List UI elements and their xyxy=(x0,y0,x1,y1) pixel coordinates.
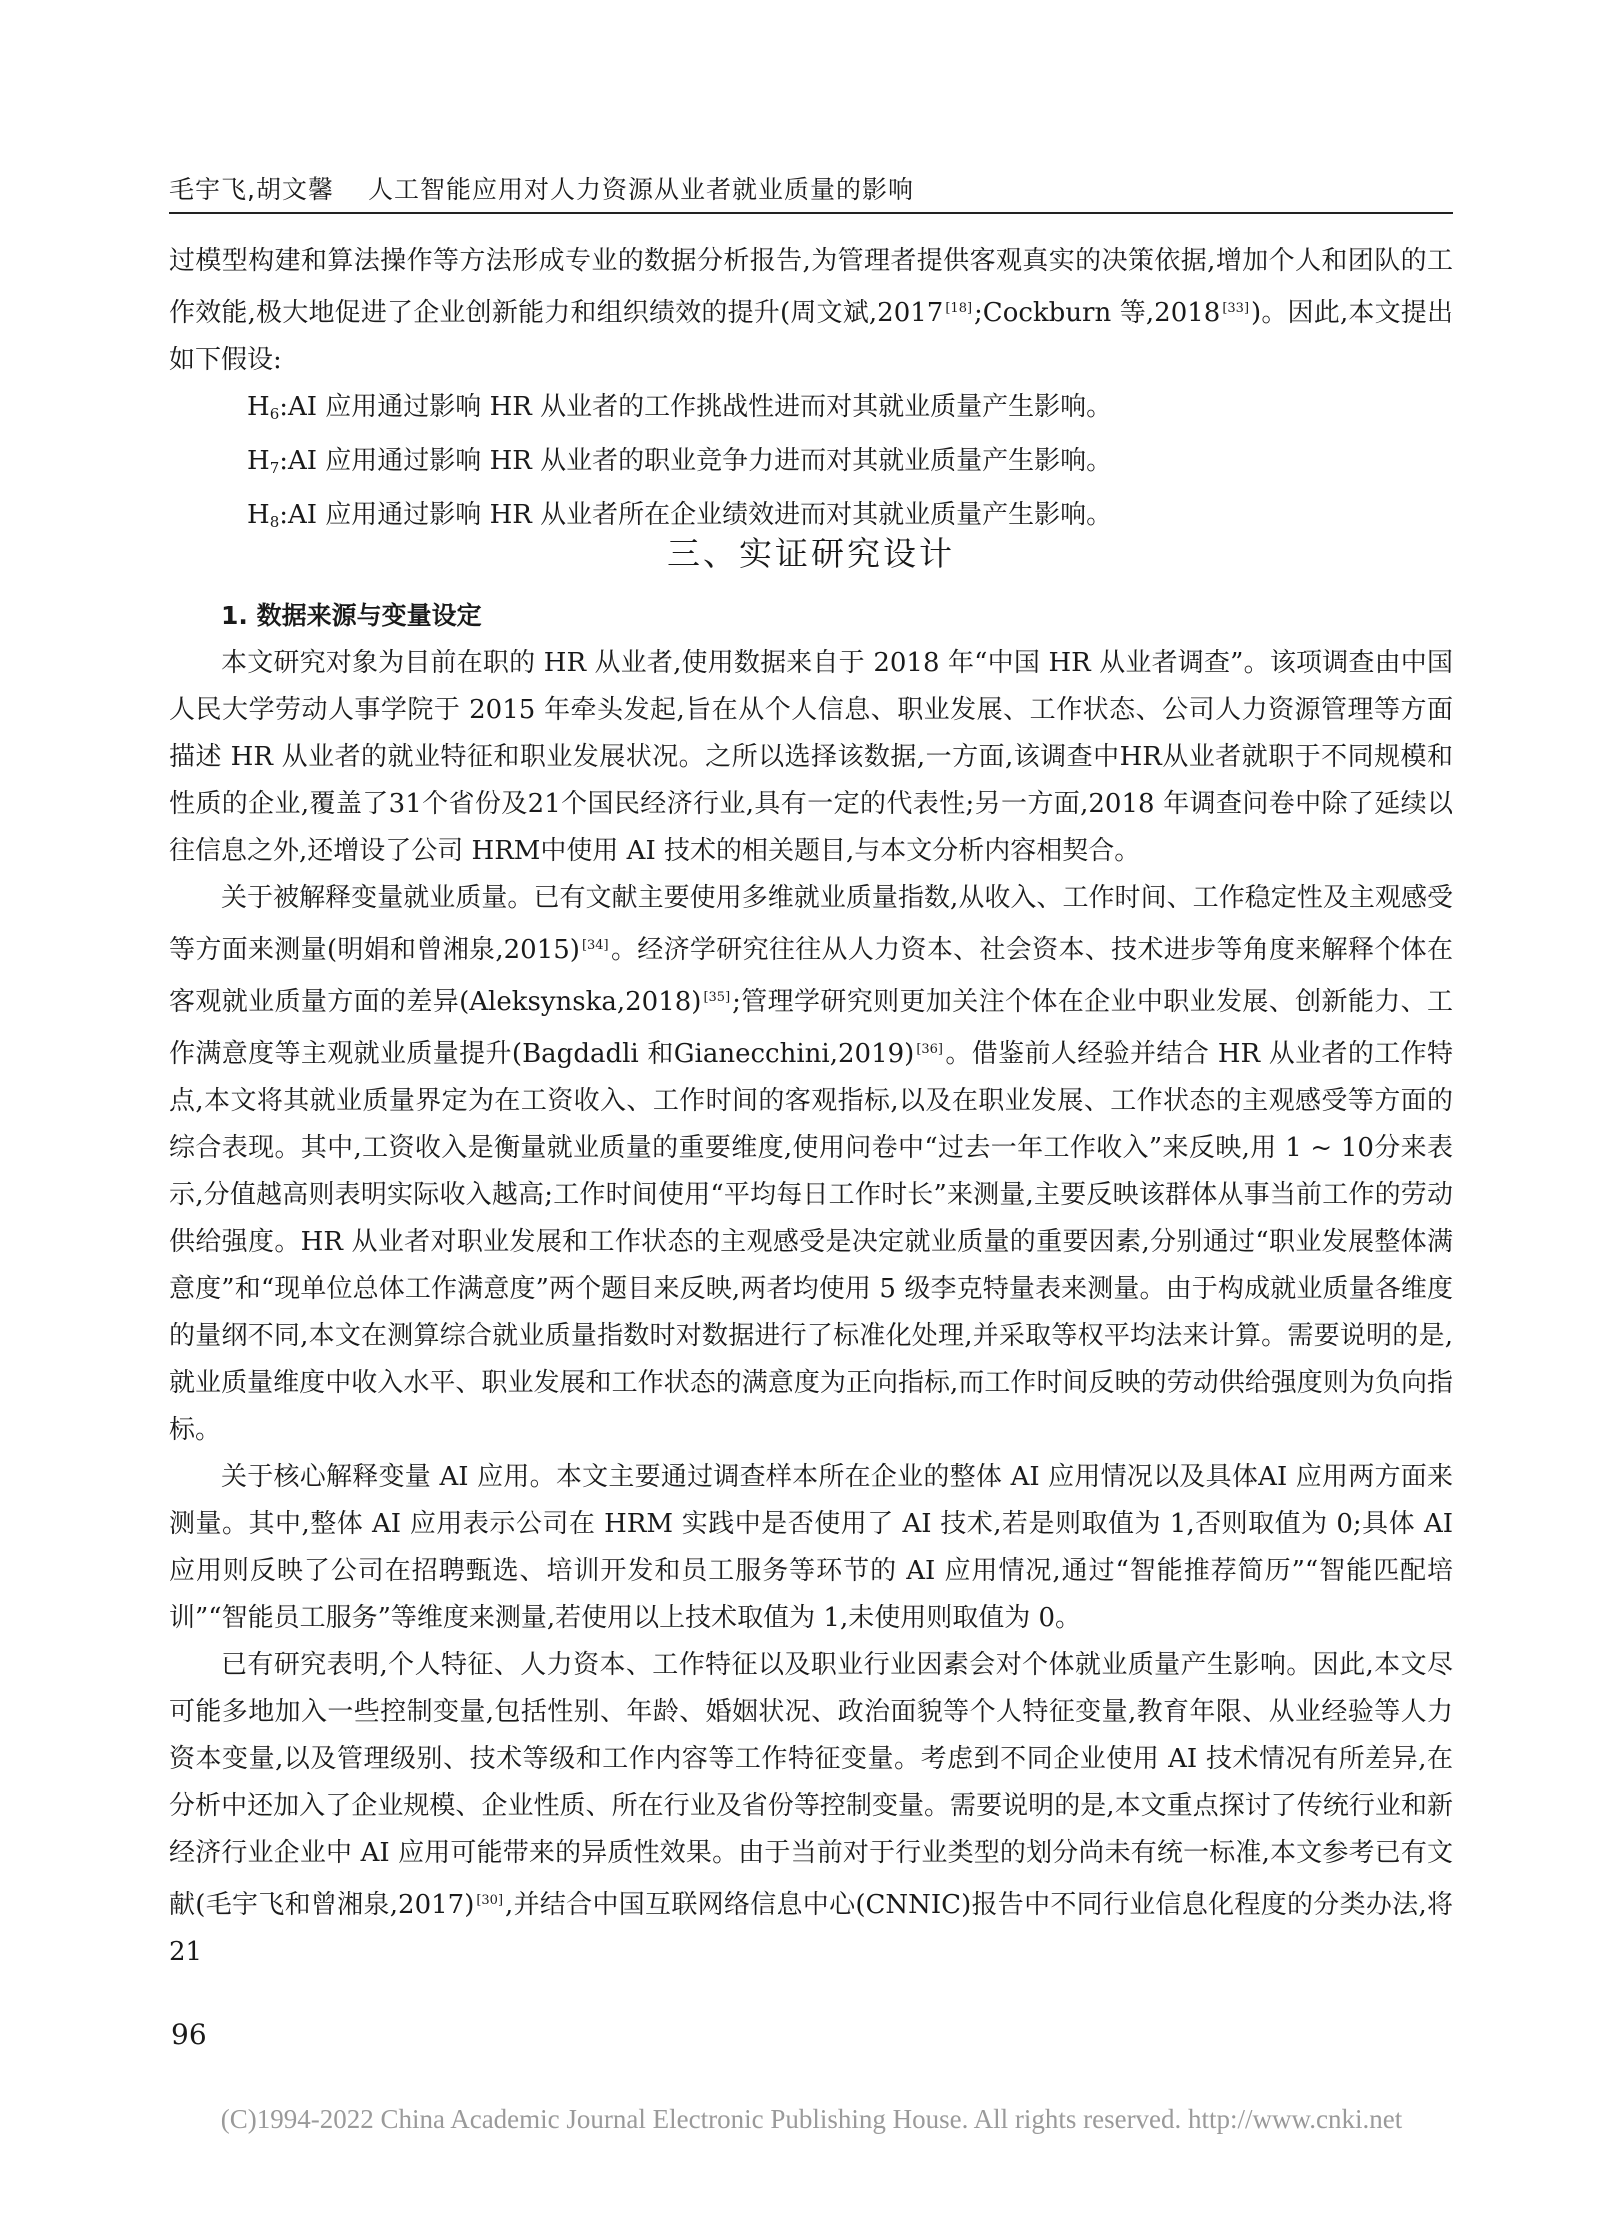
para4-text-b: ,并结合中国互联网络信息中心(CNNIC)报告中不同行业信息化程度的分类办法,将 21 xyxy=(169,1890,1453,1967)
citation-ref[interactable]: [34] xyxy=(581,938,609,953)
intro-text-end: )。因此,本文提出如下假设: xyxy=(169,298,1453,375)
para2-text-d: 。借鉴前人经验并结合 HR 从业者的工作特点,本文将其就业质量界定为在工资收入、工作时间的客观指标,以及在职业发展、工作状态的主观感受等方面的综合表现。其中,工资收入是衡量就业质量的重要维度,使用问卷中“过去一年工作收入”来反映,用 1 ~ 10分来表示,分值越高则表明实际收入越高;工作时间使用“平均每日工作时长”来测量,主要反映该群体从事当前工作的劳动供给强度。HR 从业者对职业发展和工作状态的主观感受是决定就业质量的重要因素,分别通过“职业发展整体满意度”和“现单位总体工作满意度”两个题目来反映,两者均使用 5 级李克特量表来测量。由于构成就业质量各维度的量纲不同,本文在测算综合就业质量指数时对数据进行了标准化处理,并采取等权平均法来计算。需要说明的是,就业质量维度中收入水平、职业发展和工作状态的满意度为正向指标,而工作时间反映的劳动供给强度则为负向指标。 xyxy=(169,1039,1453,1445)
hypothesis-subscript: 7 xyxy=(269,459,280,477)
hypothesis-text: :AI 应用通过影响 HR 从业者所在企业绩效进而对其就业质量产生影响。 xyxy=(279,500,1113,530)
paragraph-controls xyxy=(169,1642,1453,1976)
copyright-footer: (C)1994-2022 China Academic Journal Electronic Publishing House. All rights reserved. http://www.cnki.net xyxy=(220,2104,1403,2134)
paragraph-dependent-variable xyxy=(169,875,1453,1454)
header-rule xyxy=(169,212,1453,214)
para2-text-c: ;管理学研究则更加关注个体在企业中职业发展、创新能力、工作满意度等主观就业质量提升(Bagdadli 和Gianecchini,2019) xyxy=(169,987,1453,1069)
hypothesis-h7: $H_7:AI$ 应用通过影响 HR 从业者的职业竞争力进而对其就业质量产生影响。 xyxy=(247,446,1113,477)
main-text xyxy=(169,640,1453,1976)
subsection-title: 1. 数据来源与变量设定 xyxy=(221,601,482,630)
para2-text-b: 。经济学研究往往从人力资本、社会资本、技术进步等角度来解释个体在客观就业质量方面的差异(Aleksynska,2018) xyxy=(169,935,1453,1017)
intro-block xyxy=(169,238,1453,546)
running-header xyxy=(169,170,914,206)
intro-paragraph xyxy=(169,238,1453,384)
citation-ref[interactable]: [33] xyxy=(1222,301,1250,316)
page-number: 96 xyxy=(171,2018,207,2051)
intro-text: 过模型构建和算法操作等方法形成专业的数据分析报告,为管理者提供客观真实的决策依据,增加个人和团队的工作效能,极大地促进了企业创新能力和组织绩效的提升(周文斌,2017 xyxy=(169,246,1453,328)
hypothesis-subscript: 8 xyxy=(269,513,280,531)
paragraph-data-source: 本文研究对象为目前在职的 HR 从业者,使用数据来自于 2018 年“中国 HR 从业者调查”。该项调查由中国人民大学劳动人事学院于 2015 年牵头发起,旨在从个人信息、职业发展、工作状态、公司人力资源管理等方面描述 HR 从业者的就业特征和职业发展状况。之所以选择该数据,一方面,该调查中HR从业者就职于不同规模和性质的企业,覆盖了31个省份及21个国民经济行业,具有一定的代表性;另一方面,2018 年调查问卷中除了延续以往信息之外,还增设了公司 HRM中使用 AI 技术的相关题目,与本文分析内容相契合。 xyxy=(169,648,1453,866)
hypothesis-text: :AI 应用通过影响 HR 从业者的工作挑战性进而对其就业质量产生影响。 xyxy=(279,392,1113,422)
paragraph-core-variable: 关于核心解释变量 AI 应用。本文主要通过调查样本所在企业的整体 AI 应用情况以及具体AI 应用两方面来测量。其中,整体 AI 应用表示公司在 HRM 实践中是否使用了 AI 技术,若是则取值为 1,否则取值为 0;具体 AI 应用则反映了公司在招聘甄选、培训开发和员工服务等环节的 AI 应用情况,通过“智能推荐简历”“智能匹配培训”“智能员工服务”等维度来测量,若使用以上技术取值为 1,未使用则取值为 0。 xyxy=(169,1462,1453,1633)
intro-text-mid: ;Cockburn 等,2018 xyxy=(974,298,1221,328)
hypothesis-h6: $H_6:AI$ 应用通过影响 HR 从业者的工作挑战性进而对其就业质量产生影响。 xyxy=(247,392,1113,423)
citation-ref[interactable]: [18] xyxy=(945,301,973,316)
hypothesis-text: :AI 应用通过影响 HR 从业者的职业竞争力进而对其就业质量产生影响。 xyxy=(279,446,1113,476)
hypothesis-h8: $H_8:AI$ 应用通过影响 HR 从业者所在企业绩效进而对其就业质量产生影响。 xyxy=(247,500,1113,531)
para2-text-a: 关于被解释变量就业质量。已有文献主要使用多维就业质量指数,从收入、工作时间、工作稳定性及主观感受等方面来测量(明娟和曾湘泉,2015) xyxy=(169,883,1453,965)
header-authors: 毛宇飞,胡文馨 xyxy=(169,175,334,204)
citation-ref[interactable]: [36] xyxy=(916,1042,943,1057)
hypothesis-subscript: 6 xyxy=(269,405,280,423)
section-title: 三、实证研究设计 xyxy=(667,534,955,573)
header-title: 人工智能应用对人力资源从业者就业质量的影响 xyxy=(367,175,914,204)
para4-text-a: 已有研究表明,个人特征、人力资本、工作特征以及职业行业因素会对个体就业质量产生影响。因此,本文尽可能多地加入一些控制变量,包括性别、年龄、婚姻状况、政治面貌等个人特征变量,教育年限、从业经验等人力资本变量,以及管理级别、技术等级和工作内容等工作特征变量。考虑到不同企业使用 AI 技术情况有所差异,在分析中还加入了企业规模、企业性质、所在行业及省份等控制变量。需要说明的是,本文重点探讨了传统行业和新经济行业企业中 AI 应用可能带来的异质性效果。由于当前对于行业类型的划分尚未有统一标准,本文参考已有文献(毛宇飞和曾湘泉,2017) xyxy=(169,1650,1453,1920)
citation-ref[interactable]: [30] xyxy=(476,1893,504,1908)
citation-ref[interactable]: [35] xyxy=(703,990,731,1005)
